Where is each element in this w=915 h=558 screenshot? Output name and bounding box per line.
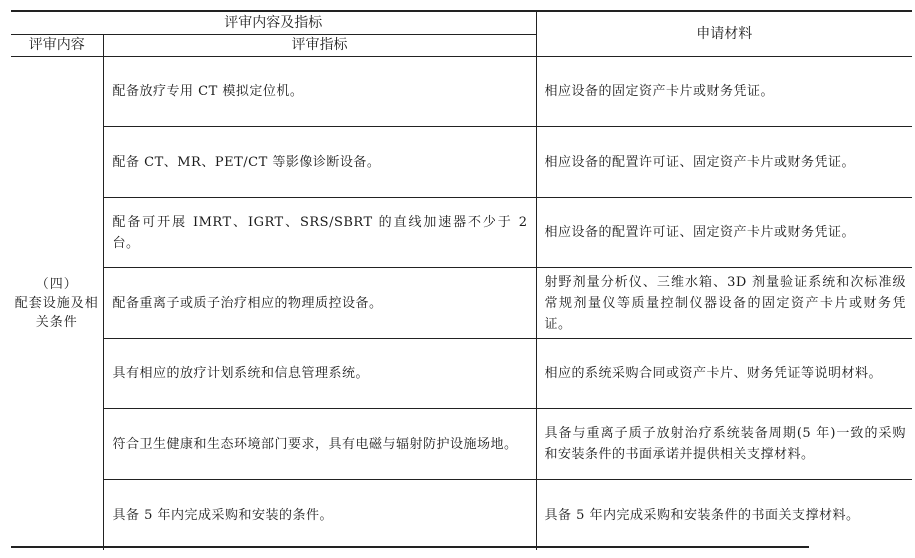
category-cell — [11, 57, 103, 551]
table-bottom-rule — [11, 546, 809, 548]
table-row — [11, 339, 912, 409]
category-number: （四） — [35, 277, 78, 292]
header-content-title: 评审内容 — [28, 37, 85, 53]
criteria-table — [11, 10, 912, 550]
indicator-cell: 配备重离子或质子治疗相应的物理质控设备。 — [103, 268, 536, 339]
table-row — [11, 57, 912, 127]
material-cell: 相应的系统采购合同或资产卡片、财务凭证等说明材料。 — [536, 339, 912, 409]
table-row — [11, 127, 912, 198]
category-name: 配套设施及相关条件 — [14, 296, 99, 330]
material-cell: 具备与重离子质子放射治疗系统装备周期(5 年)一致的采购和安装条件的书面承诺并提供相关支撑材料。 — [536, 409, 912, 480]
indicator-cell: 具备 5 年内完成采购和安装的条件。 — [103, 480, 536, 551]
indicator-cell: 符合卫生健康和生态环境部门要求，具有电磁与辐射防护设施场地。 — [103, 409, 536, 480]
table-row — [11, 480, 912, 551]
indicator-cell: 配备可开展 IMRT、IGRT、SRS/SBRT 的直线加速器不少于 2 台。 — [103, 198, 536, 268]
material-cell: 相应设备的固定资产卡片或财务凭证。 — [544, 84, 775, 99]
table-row — [11, 268, 912, 339]
indicator-cell: 配备 CT、MR、PET/CT 等影像诊断设备。 — [103, 127, 536, 198]
table-row — [11, 198, 912, 268]
material-cell: 相应设备的配置许可证、固定资产卡片或财务凭证。 — [536, 127, 912, 198]
material-cell: 具备 5 年内完成采购和安装条件的书面关支撑材料。 — [536, 480, 912, 551]
indicator-cell: 配备放疗专用 CT 模拟定位机。 — [103, 57, 536, 127]
header-group-cell — [11, 11, 536, 35]
material-cell: 射野剂量分析仪、三维水箱、3D 剂量验证系统和次标准级常规剂量仪等质量控制仪器设备的固定资产卡片或财务凭证。 — [536, 268, 912, 339]
header-indicator-cell — [103, 35, 536, 57]
header-indicator-title: 评审指标 — [291, 37, 348, 53]
indicator-cell: 具有相应的放疗计划系统和信息管理系统。 — [103, 339, 536, 409]
header-group-title: 评审内容及指标 — [224, 14, 323, 31]
material-cell: 相应设备的配置许可证、固定资产卡片或财务凭证。 — [536, 198, 912, 268]
header-content-cell — [11, 35, 103, 57]
table-row — [11, 409, 912, 480]
header-material-title: 申请材料 — [696, 25, 753, 42]
header-material-cell — [536, 11, 912, 57]
header-row-1 — [11, 11, 912, 35]
criteria-document — [11, 10, 912, 550]
